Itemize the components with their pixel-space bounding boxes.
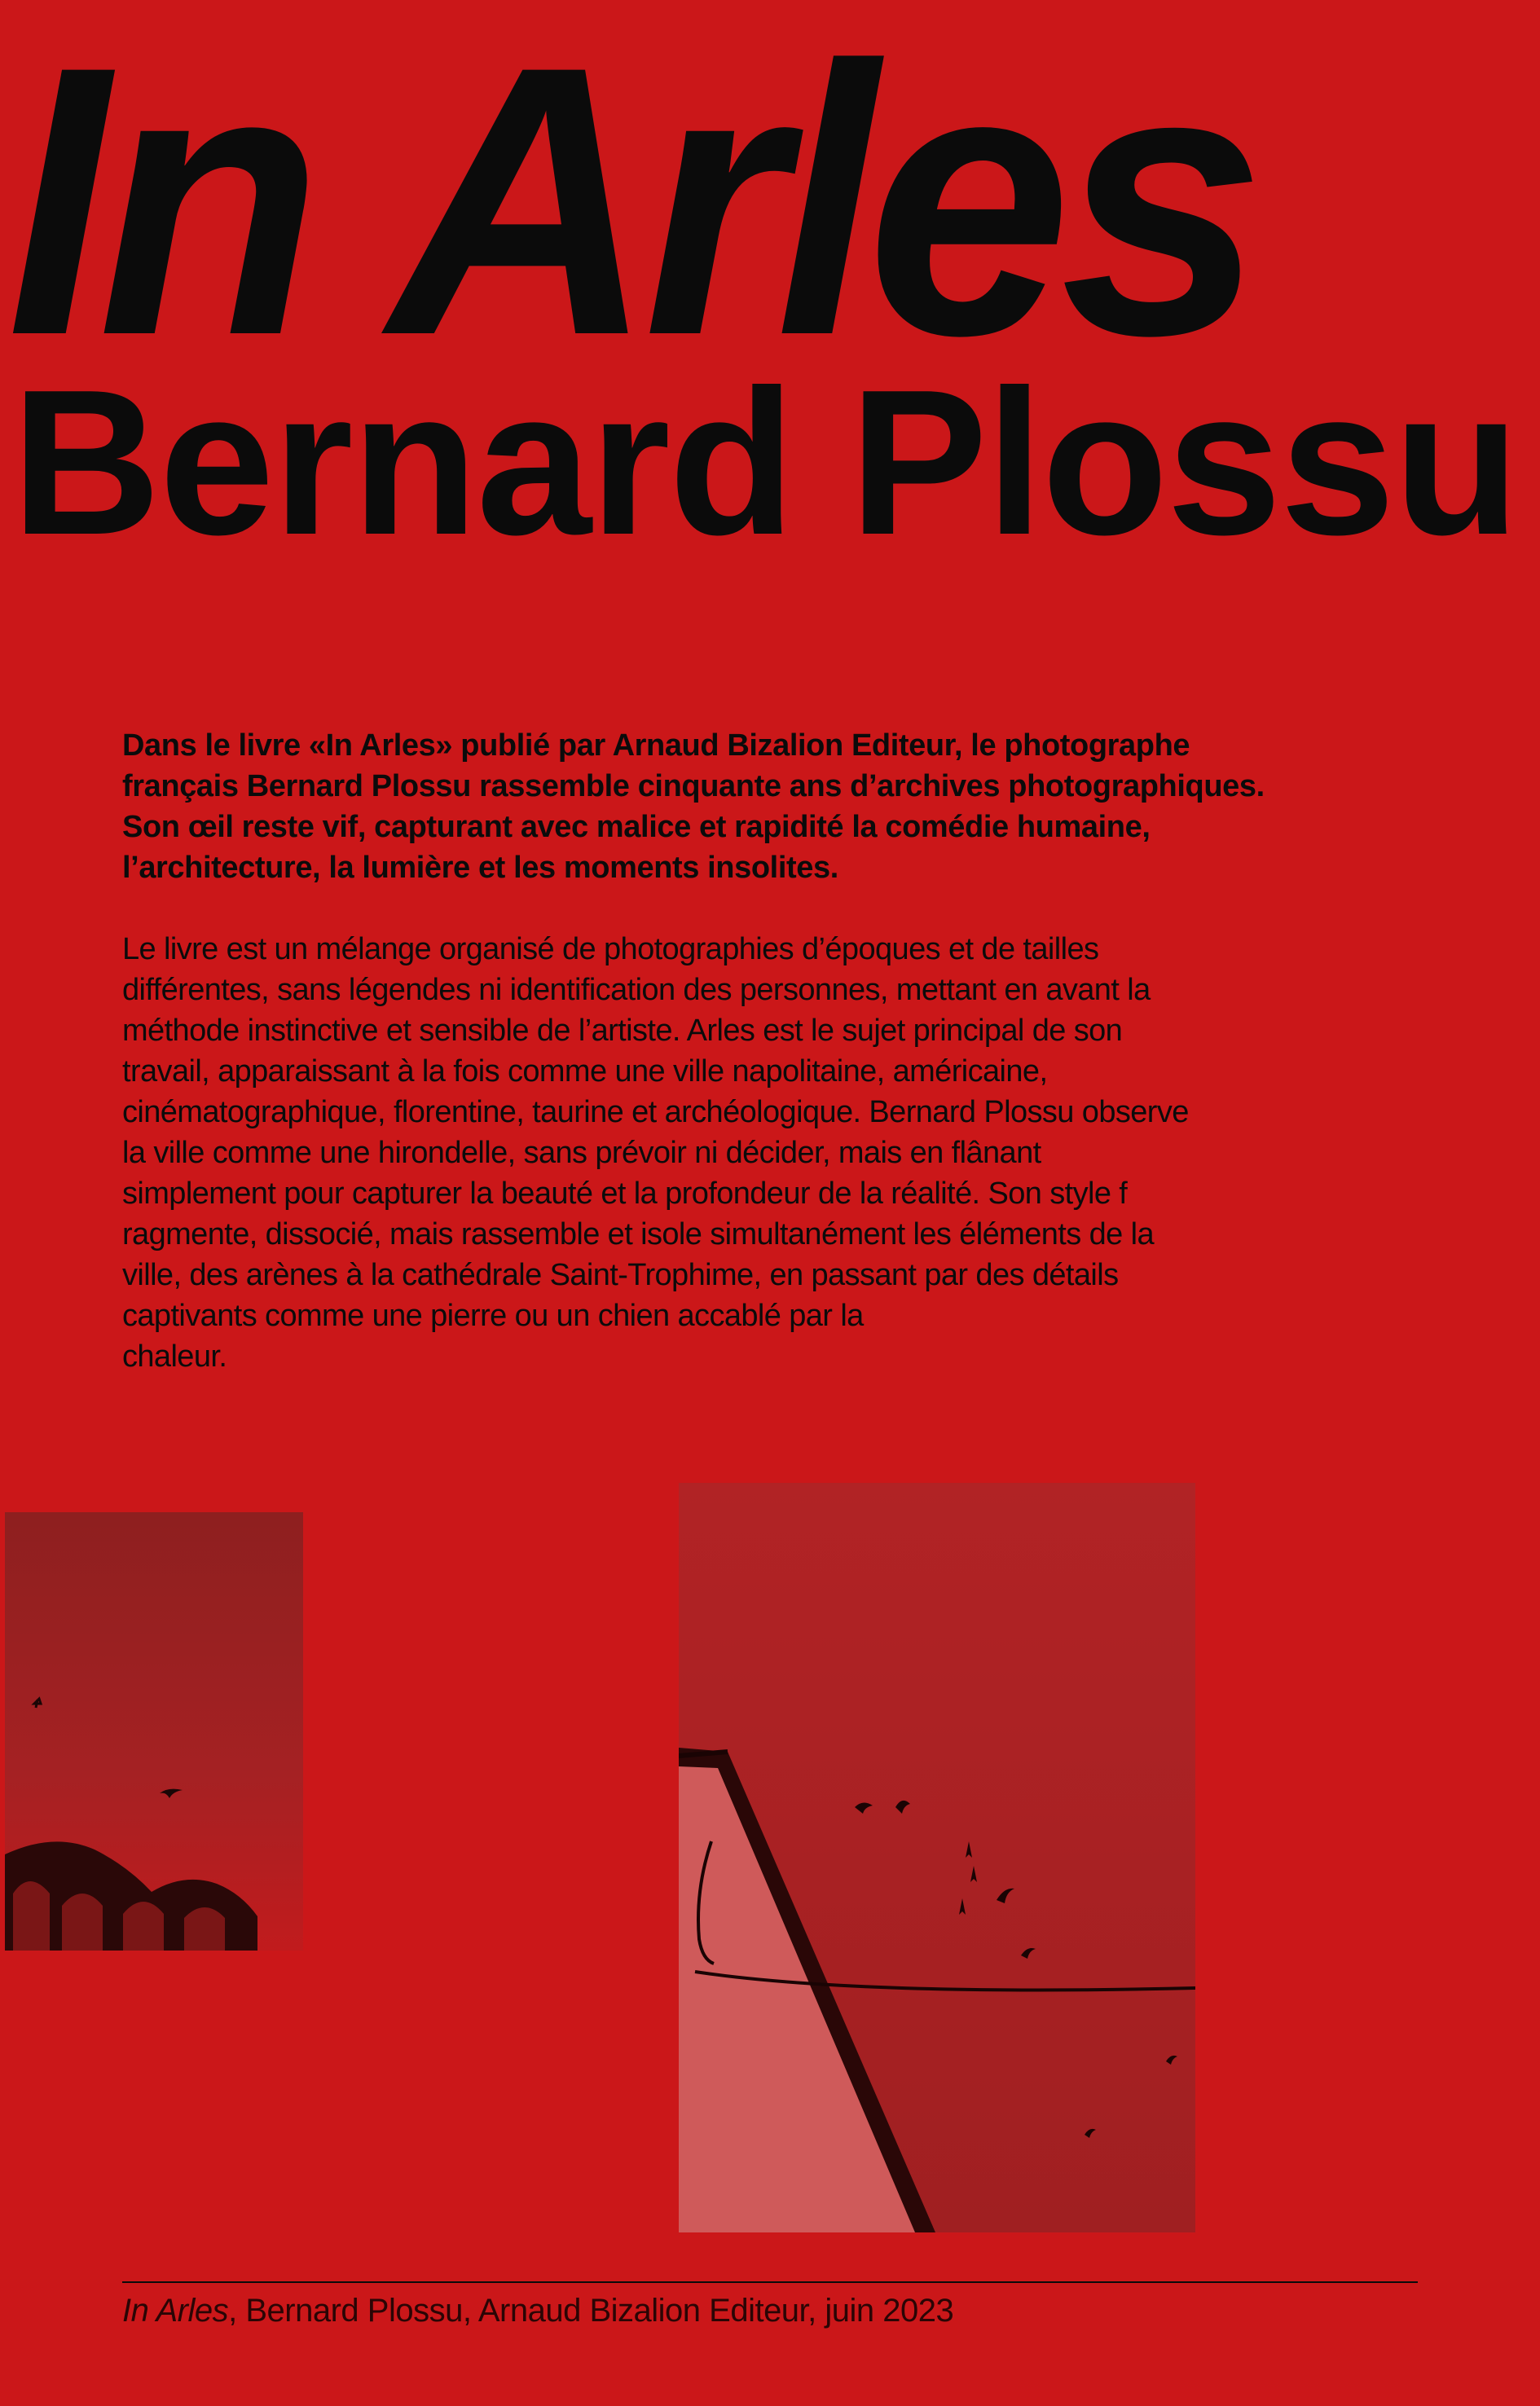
footer-caption	[122, 2288, 953, 2333]
body-paragraph	[122, 929, 1426, 1377]
body-line: travail, apparaissant à la fois comme une ville napolitaine, américaine,	[122, 1054, 1048, 1089]
body-line: cinématographique, florentine, taurine et archéologique. Bernard Plossu observe	[122, 1095, 1189, 1129]
caption-details: , Bernard Plossu, Arnaud Bizalion Editeur, juin 2023	[228, 2293, 954, 2329]
body-line: captivants comme une pierre ou un chien accablé par la	[122, 1299, 864, 1333]
lead-line: l’architecture, la lumière et les moments insolites.	[122, 851, 838, 885]
book-title: In Arles	[7, 0, 1254, 415]
body-line: Le livre est un mélange organisé de photographies d’époques et de tailles	[122, 932, 1099, 966]
photo-building-swallows	[679, 1483, 1195, 2232]
body-line: chaleur.	[122, 1339, 227, 1374]
body-line: ville, des arènes à la cathédrale Saint-Trophime, en passant par des détails	[122, 1258, 1119, 1292]
body-line: simplement pour capturer la beauté et la profondeur de la réalité. Son style f	[122, 1177, 1128, 1211]
body-line: méthode instinctive et sensible de l’artiste. Arles est le sujet principal de son	[122, 1014, 1123, 1048]
author-name: Bernard Plossu	[11, 346, 1519, 578]
footer-divider	[122, 2281, 1418, 2283]
lead-line: Dans le livre «In Arles» publié par Arnaud Bizalion Editeur, le photographe	[122, 728, 1190, 763]
lead-paragraph	[122, 725, 1426, 888]
body-line: différentes, sans légendes ni identification des personnes, mettant en avant la	[122, 973, 1151, 1007]
body-line: la ville comme une hirondelle, sans prévoir ni décider, mais en flânant	[122, 1136, 1041, 1170]
lead-line: français Bernard Plossu rassemble cinquante ans d’archives photographiques.	[122, 769, 1265, 803]
lead-line: Son œil reste vif, capturant avec malice et rapidité la comédie humaine,	[122, 810, 1151, 844]
photo-arcade-illustration	[5, 1512, 303, 1951]
body-line: ragmente, dissocié, mais rassemble et isole simultanément les éléments de la	[122, 1217, 1154, 1251]
caption-book-title: In Arles	[122, 2293, 229, 2329]
photo-arcade-birds	[5, 1512, 303, 1951]
photo-building-illustration	[679, 1483, 1195, 2232]
